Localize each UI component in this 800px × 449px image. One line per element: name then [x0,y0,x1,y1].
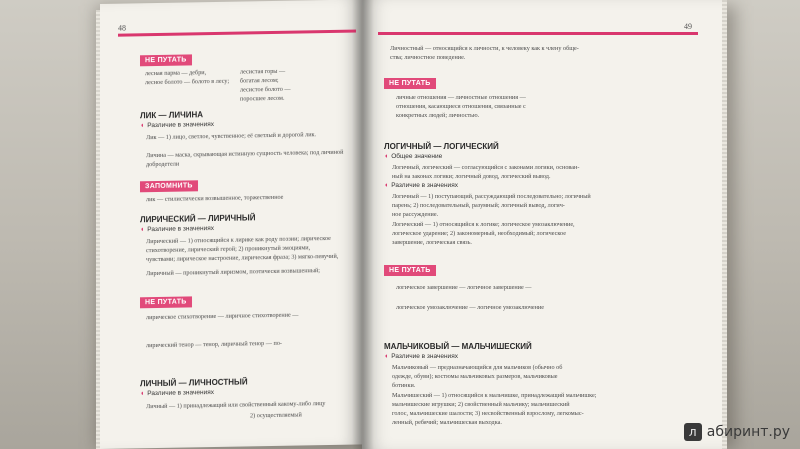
text-line: лесная парма — дебри, [145,69,207,78]
heading-logichnyy-logicheskiy: ЛОГИЧНЫЙ — ЛОГИЧЕСКИЙ [384,142,499,151]
text-line: завершение, логическая связь. [392,239,472,246]
text-line: поросшее лесом. [240,94,285,103]
heading-lichnyy-lichnostnyy: ЛИЧНЫЙ — ЛИЧНОСТНЫЙ [140,377,248,389]
tag-ne-putat: НЕ ПУТАТЬ [140,54,192,66]
text-line: ства; личностное поведение. [390,54,466,61]
text-line: ное рассуждение. [392,211,439,218]
text-line: логическое завершение — логичное завершение — [396,284,532,291]
heading-malchikovyy-malchisheskiy: МАЛЬЧИКОВЫЙ — МАЛЬЧИШЕСКИЙ [384,342,532,351]
left-page [100,0,362,449]
text-line: лесное болото — болото в лесу; [145,77,230,87]
book-gutter [352,0,374,449]
right-header-rule [378,32,698,35]
tag-zapomnit: ЗАПОМНИТЬ [140,180,198,192]
subheading: ◖ Различие в значениях [384,353,458,360]
text-line: Личина — маска, скрывающая истинную сущность человека; под личиной добродетели [146,148,344,169]
labirint-logo-icon: л [684,423,702,441]
text-line: лирическое стихотворение — лиричное стихотворение — [146,311,299,322]
text-line: стихотворение, лирический герой; 2) проникнутый эмоциями, [146,244,311,255]
tag-ne-putat: НЕ ПУТАТЬ [384,78,436,89]
text-line: Лиричный — проникнутый лиризмом, поэтически возвышенный; [146,267,320,278]
text-line: Личный — 1) принадлежащий или свойственный какому-либо лицу [146,400,326,411]
text-line: лесистая горы — [240,67,286,76]
text-line: логическое умозаключение — логичное умозаключение [396,304,544,311]
text-line: ботинки. [392,382,416,389]
text-line: мальчишеские игрушки; 2) свойственный мальчику; мальчишеский [392,401,570,408]
text-line: лик — стилистически возвышенное, торжественное [146,193,284,204]
text-line: логическое ударение; 2) закономерный, необходимый; логическое [392,230,566,237]
text-line: Лик — 1) лицо, светлое, чувственное; её светлый и дорогой лик. [146,131,317,142]
text-line: Мальчиковый — предназначающийся для мальчиков (обычно об [392,364,563,371]
text-line: голос, мальчишеские шалости; 3) несвойственный взрослому, легкомыс- [392,410,584,417]
watermark-text: абиринт.ру [706,424,790,440]
text-line: чувствами; лирическое настроение, лирическая фраза; 3) мягко-певучий, [146,252,339,264]
subheading: ◖ Общее значение [384,153,442,160]
tag-ne-putat: НЕ ПУТАТЬ [140,296,192,308]
text-line: одежде, обуви); костюмы мальчиковых размеров, мальчиковые [392,373,558,380]
subheading: ◖ Различие в значениях [140,121,214,129]
heading-lik-lichina: ЛИК — ЛИЧИНА [140,110,203,121]
text-line: Личностный — относящийся к личности, к человеку как к члену обще- [390,45,579,52]
tag-ne-putat: НЕ ПУТАТЬ [384,265,436,276]
text-line: ный на законах логики; логичный довод, логический вывод. [392,173,551,180]
text-line: личные отношения — личностные отношения — [396,94,526,101]
heading-liricheskiy-lirichnyy: ЛИРИЧЕСКИЙ — ЛИРИЧНЫЙ [140,213,256,225]
right-page-number: 49 [684,22,692,31]
subheading: ◖ Различие в значениях [140,225,214,233]
text-line: Мальчишеский — 1) относящийся к мальчишке, принадлежащий мальчишке; [392,392,597,399]
text-line: богатая лесом; [240,76,279,85]
left-page-number: 48 [118,23,126,33]
text-line: конкретных людей; личностью. [396,112,480,119]
text-line: Логичный — 1) поступающий, рассуждающий последовательно; логичный [392,193,591,200]
text-line: отношения, касающиеся отношения, связанные с [396,103,526,110]
text-line: Лирический — 1) относящийся к лирике как роду поэзии; лирическое [146,234,331,246]
left-header-rule [118,30,356,37]
text-line: ленный, ребячий; мальчишеская выходка. [392,419,502,426]
text-line: Логичный, логический — согласующийся с законами логики, основан- [392,164,580,171]
right-page [362,0,722,449]
text-line: лесистое болото — [240,85,291,94]
text-line: 2) осуществляемый [250,411,302,420]
labirint-watermark [684,423,790,441]
text-line: парень; 2) последовательный, разумный; логичный вывод, логич- [392,202,565,209]
subheading: ◖ Различие в значениях [140,389,214,397]
subheading: ◖ Различие в значениях [384,182,458,189]
text-line: Логический — 1) относящийся к логике; логическое умозаключение, [392,221,575,228]
text-line: лирический тенор — тенор, лиричный тенор — по- [146,339,282,350]
